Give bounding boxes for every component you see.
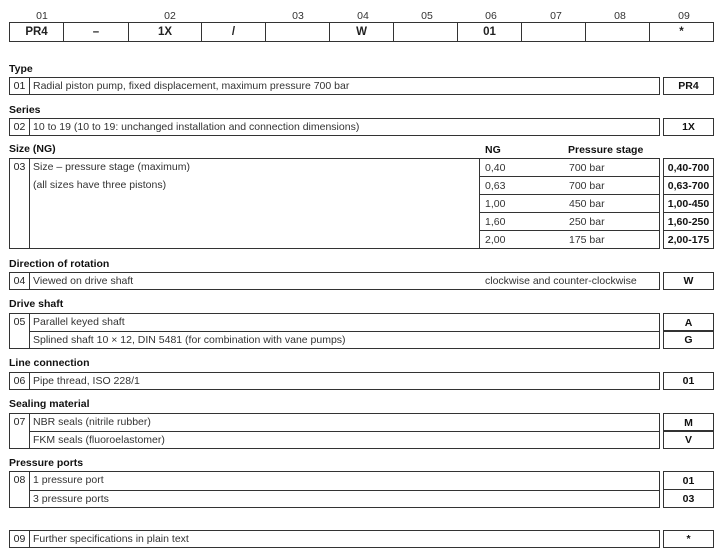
line-connection-row [9,372,660,390]
series-description: 10 to 19 (10 to 19: unchanged installation and connection dimensions) [33,121,360,133]
row-divider [29,490,659,491]
row-number: 04 [10,273,30,289]
row-number: 06 [10,373,30,389]
rotation-value: clockwise and counter-clockwise [485,275,637,287]
position-02: 02 [164,10,176,22]
drive-shaft-option: Splined shaft 10 × 12, DIN 5481 (for combination with vane pumps) [33,334,346,346]
row-number: 09 [10,531,30,547]
code-cell-line-connection: 01 [458,23,522,41]
position-03: 03 [292,10,304,22]
row-number: 05 [10,314,30,348]
row-divider [29,331,659,332]
position-06: 06 [485,10,497,22]
rotation-row [9,272,660,290]
rotation-code: W [663,272,714,290]
row-number: 01 [10,78,30,94]
size-row-divider [479,176,659,177]
size-note: (all sizes have three pistons) [33,179,167,191]
position-04: 04 [357,10,369,22]
type-description: Radial piston pump, fixed displacement, maximum pressure 700 bar [33,80,350,92]
position-09: 09 [678,10,690,22]
sealing-table [9,413,660,449]
code-cell-type: PR4 [10,23,64,41]
section-title-ports: Pressure ports [9,457,84,469]
position-07: 07 [550,10,562,22]
ports-option: 3 pressure ports [33,493,109,505]
further-specifications-row [9,530,660,548]
sealing-option: NBR seals (nitrile rubber) [33,416,151,428]
size-code: 0,40-700 [663,158,714,177]
ordering-code-row [9,22,714,42]
column-header-ng: NG [485,144,501,156]
ports-code: 01 [663,471,714,490]
size-row-divider [479,194,659,195]
size-ng: 1,60 [485,216,506,228]
section-title-rotation: Direction of rotation [9,258,110,270]
code-cell-ports [586,23,650,41]
position-08: 08 [614,10,626,22]
size-code: 2,00-175 [663,230,714,249]
column-header-pressure-stage: Pressure stage [568,144,644,156]
section-title-size: Size (NG) [9,143,56,155]
row-number: 03 [10,159,30,248]
series-code: 1X [663,118,714,136]
size-ng: 0,63 [485,180,506,192]
section-title-type: Type [9,63,33,75]
size-row-divider [479,212,659,213]
section-title-drive-shaft: Drive shaft [9,298,64,310]
size-pressure: 450 bar [569,198,605,210]
code-cell-slash: / [202,23,266,41]
sealing-code: V [663,430,714,449]
section-title-sealing: Sealing material [9,398,90,410]
code-cell-rotation: W [330,23,394,41]
size-pressure: 175 bar [569,234,605,246]
drive-shaft-code: G [663,330,714,349]
size-row-divider [479,230,659,231]
size-pressure: 250 bar [569,216,605,228]
row-number: 08 [10,472,30,507]
size-description: Size – pressure stage (maximum) [33,161,190,173]
size-code: 1,60-250 [663,212,714,231]
section-title-series: Series [9,104,41,116]
type-code: PR4 [663,77,714,95]
ports-code: 03 [663,489,714,508]
series-row [9,118,660,136]
code-cell-dash: – [64,23,129,41]
sealing-option: FKM seals (fluoroelastomer) [33,434,165,446]
drive-shaft-table [9,313,660,349]
section-title-line-connection: Line connection [9,357,90,369]
code-cell-drive-shaft [394,23,458,41]
code-cell-size [266,23,330,41]
line-connection-description: Pipe thread, ISO 228/1 [33,375,140,387]
rotation-description: Viewed on drive shaft [33,275,134,287]
row-divider [29,431,659,432]
size-code: 1,00-450 [663,194,714,213]
size-code: 0,63-700 [663,176,714,195]
position-01: 01 [36,10,48,22]
code-cell-sealing [522,23,586,41]
size-divider [479,159,480,248]
row-number: 07 [10,414,30,448]
drive-shaft-option: Parallel keyed shaft [33,316,125,328]
position-05: 05 [421,10,433,22]
code-cell-further: * [679,26,684,38]
type-row [9,77,660,95]
sealing-code: M [663,413,714,432]
size-pressure: 700 bar [569,162,605,174]
ports-table [9,471,660,508]
size-table [9,158,660,249]
line-connection-code: 01 [663,372,714,390]
row-number: 02 [10,119,30,135]
size-ng: 0,40 [485,162,506,174]
code-cell-series: 1X [129,23,202,41]
size-pressure: 700 bar [569,180,605,192]
further-specifications-description: Further specifications in plain text [33,533,189,545]
size-ng: 2,00 [485,234,506,246]
further-specifications-code: * [663,530,714,548]
ports-option: 1 pressure port [33,474,104,486]
size-ng: 1,00 [485,198,506,210]
drive-shaft-code: A [663,313,714,332]
